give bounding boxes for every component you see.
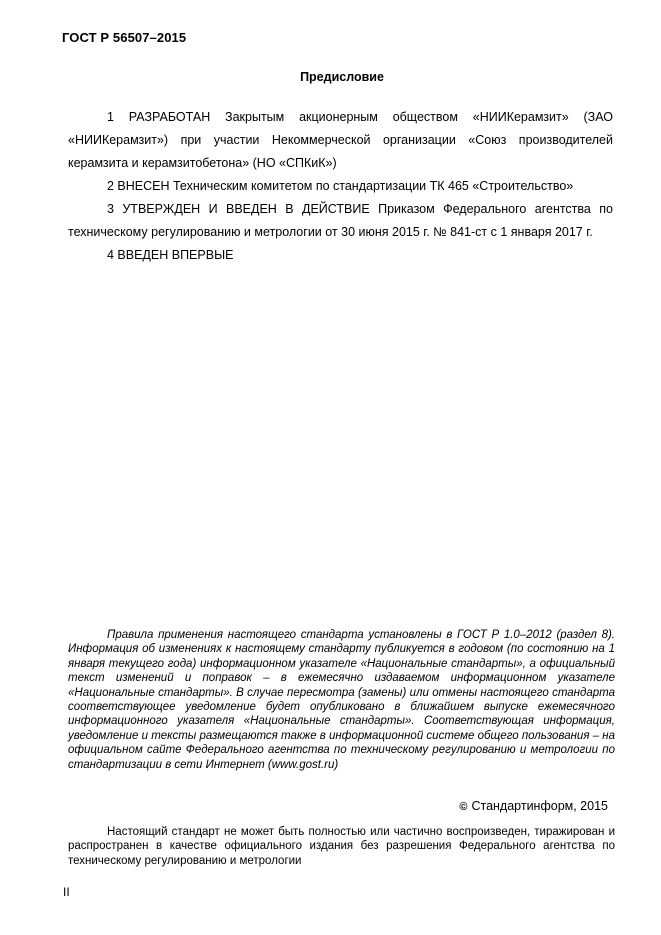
preface-item-4: 4 ВВЕДЕН ВПЕРВЫЕ (107, 248, 234, 262)
application-rules-notice: Правила применения настоящего стандарта установлены в ГОСТ Р 1.0–2012 (раздел 8). Информация об изменениях к настоящему стандарту публикуется в годовом (по состоянию на 1 января текущего года) информационном указателе «Национальные стандарты», а официальный текст изменений и поправок – в ежемесячно издаваемом информационном указателе «Национальные стандарты». В случае пересмотра (замены) или отмены настоящего стандарта соответствующее уведомление будет опубликовано в ближайшем выпуске ежемесячного информационного указателя «Национальные стандарты». Соответствующая информация, уведомление и тексты размещаются также в информационной системе общего пользования – на официальном сайте Федерального агентства по техническому регулированию и метрологии по стандартизации в сети Интернет (www.gost.ru) (68, 629, 615, 771)
section-title: Предисловие (300, 70, 384, 84)
preface-body (68, 106, 613, 267)
copyright-icon: © (459, 801, 468, 813)
preface-item-2: 2 ВНЕСЕН Техническим комитетом по стандартизации ТК 465 «Строительство» (107, 179, 574, 193)
page-number: II (63, 885, 70, 899)
document-code: ГОСТ Р 56507–2015 (62, 30, 187, 45)
reproduction-rights-notice: Настоящий стандарт не может быть полностью или частично воспроизведен, тиражирован и распространен в качестве официального издания без разрешения Федерального агентства по техническому регулированию и метрологии (68, 826, 615, 867)
preface-item-3: 3 УТВЕРЖДЕН И ВВЕДЕН В ДЕЙСТВИЕ Приказом Федерального агентства по техническому регулированию и метрологии от 30 июня 2015 г. № 841-ст с 1 января 2017 г. (68, 202, 613, 239)
preface-item-1: 1 РАЗРАБОТАН Закрытым акционерным обществом «НИИКерамзит» (ЗАО «НИИКерамзит») при участии Некоммерческой организации «Союз производителей керамзита и керамзитобетона» (НО «СПКиК») (68, 110, 613, 170)
copyright-text: Стандартинформ, 2015 (471, 799, 608, 813)
copyright-line (459, 799, 608, 813)
